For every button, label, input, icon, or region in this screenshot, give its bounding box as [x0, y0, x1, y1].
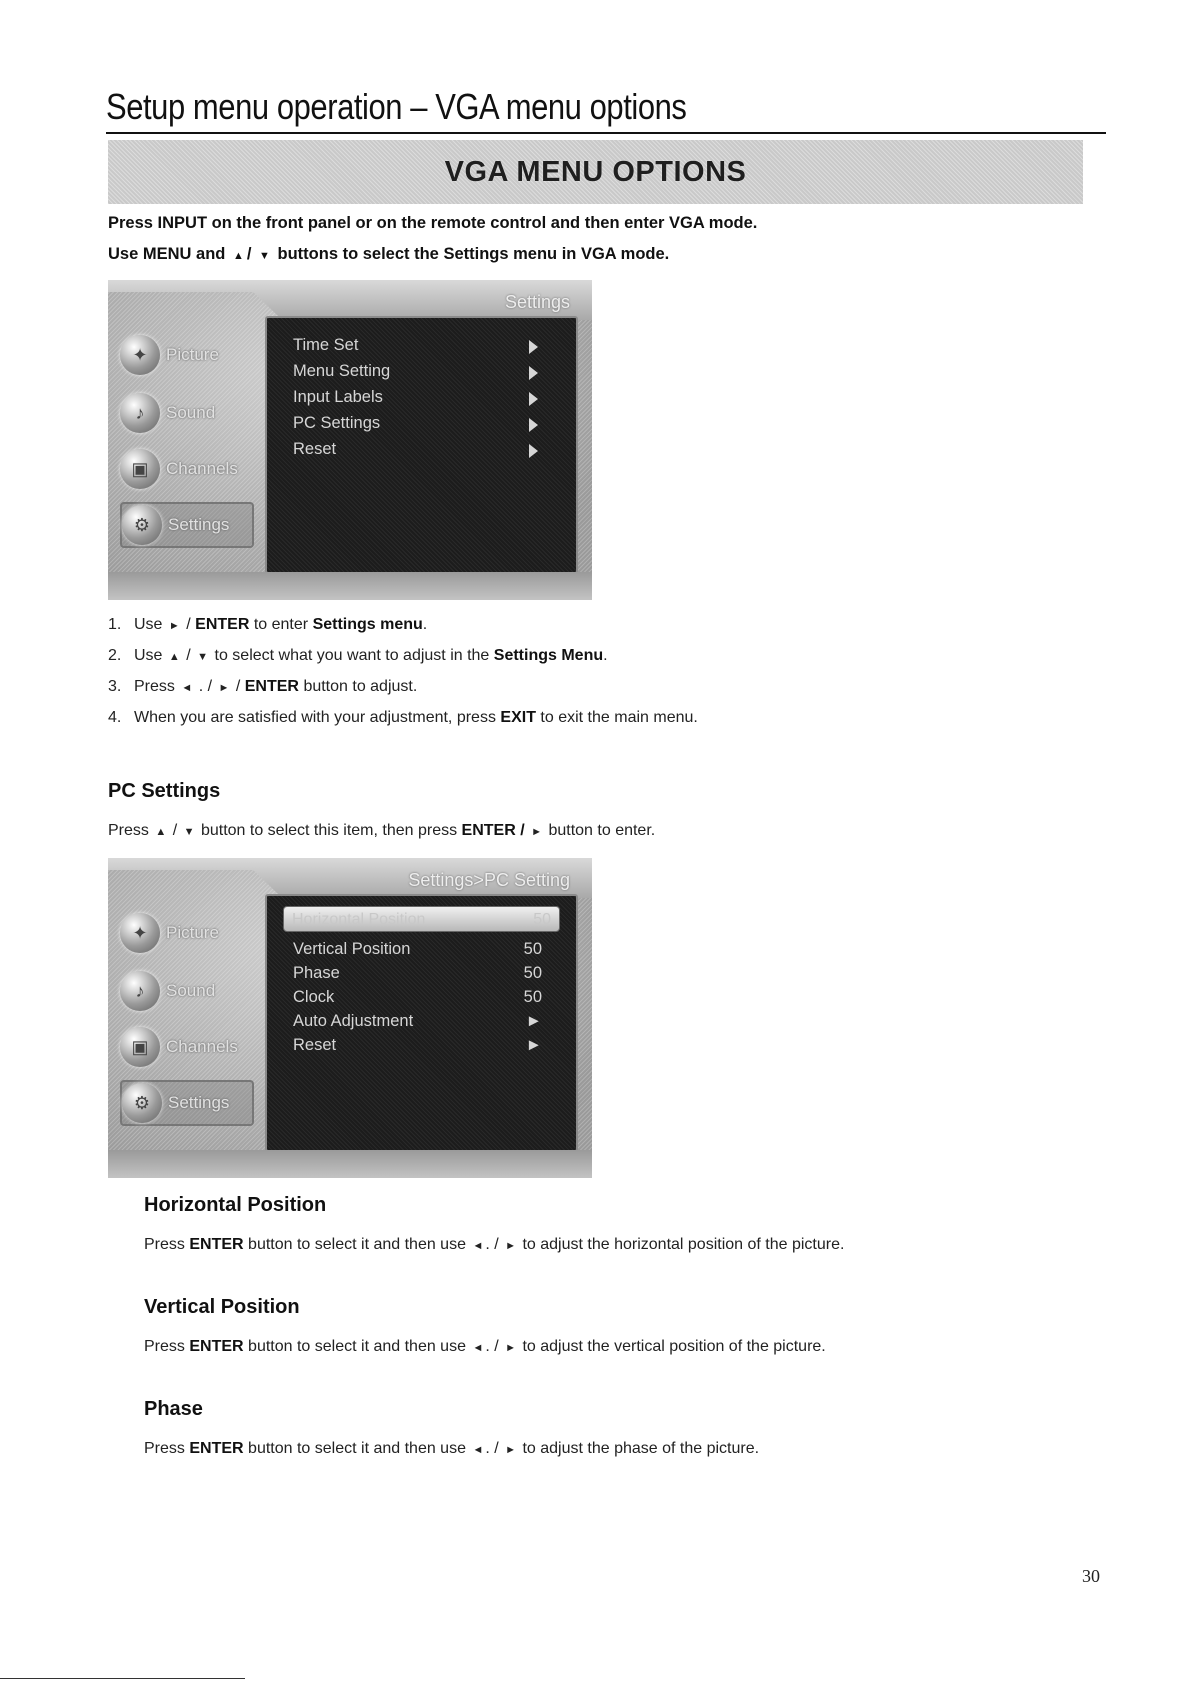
osd-breadcrumb: Settings	[504, 292, 570, 312]
osd-sidebar-item-picture	[120, 910, 254, 956]
osd-menu-item: Time Set	[293, 336, 542, 360]
right-arrow-icon: ►	[218, 682, 230, 694]
osd-bottombar	[108, 1150, 592, 1178]
banner-text: VGA MENU OPTIONS	[444, 155, 747, 188]
osd-menu-item: Reset	[293, 440, 542, 464]
chevron-right-icon: ►	[525, 1012, 542, 1030]
vertical-position-heading: Vertical Position	[144, 1296, 300, 1318]
step-item: 4. When you are satisfied with your adjustment, press EXIT to exit the main menu.	[108, 709, 698, 726]
up-arrow-icon: ▲	[155, 826, 167, 838]
osd-menu-item: Menu Setting	[293, 362, 542, 386]
chevron-right-icon	[529, 444, 538, 458]
phase-text: Press ENTER button to select it and then use ◄ . / ► to adjust the phase of the picture.	[144, 1440, 760, 1457]
osd-sidebar-label: Settings	[168, 515, 230, 534]
footer-rule	[0, 1678, 245, 1679]
title-rule	[106, 132, 1106, 134]
osd-menu-panel	[265, 316, 578, 574]
right-arrow-icon: ►	[505, 1444, 517, 1456]
up-arrow-icon: ▲	[168, 651, 180, 663]
down-arrow-icon: ▼	[259, 250, 270, 262]
step-item: 2. Use ▲ / ▼ to select what you want to adjust in the Settings Menu.	[108, 647, 608, 664]
step-item: 3. Press ◄ . / ► / ENTER button to adjust.	[108, 678, 418, 695]
sound-icon: ♪	[120, 971, 160, 1011]
osd-sidebar-item-settings	[120, 502, 254, 548]
osd-sidebar-label: Sound	[166, 981, 216, 1000]
picture-icon: ✦	[120, 335, 160, 375]
down-arrow-icon: ▼	[183, 826, 195, 838]
settings-menu-screenshot	[108, 280, 592, 600]
horizontal-position-text: Press ENTER button to select it and then use ◄ . / ► to adjust the horizontal position of the picture.	[144, 1236, 845, 1253]
pc-settings-screenshot	[108, 858, 592, 1178]
settings-icon: ⚙	[122, 1083, 162, 1123]
sound-icon: ♪	[120, 393, 160, 433]
chevron-right-icon	[529, 418, 538, 432]
up-arrow-icon: ▲	[232, 250, 244, 262]
intro-text: buttons to select the Settings menu in VGA mode.	[277, 245, 670, 263]
chevron-right-icon	[529, 340, 538, 354]
page-title: Setup menu operation – VGA menu options	[106, 86, 687, 127]
osd-menu-item: Reset ►	[293, 1036, 542, 1054]
channels-icon: ▣	[120, 1027, 160, 1067]
osd-sidebar-label: Picture	[166, 923, 219, 942]
vertical-position-text: Press ENTER button to select it and then use ◄ . / ► to adjust the vertical position of the picture.	[144, 1338, 826, 1355]
separator: /	[246, 245, 252, 263]
osd-sidebar-label: Channels	[166, 1037, 238, 1056]
osd-sidebar-item-channels	[120, 1024, 254, 1070]
osd-sidebar-item-sound	[120, 390, 254, 436]
osd-sidebar-label: Sound	[166, 403, 216, 422]
channels-icon: ▣	[120, 449, 160, 489]
page-number: 30	[1082, 1566, 1100, 1586]
osd-menu-item: Phase 50	[293, 964, 542, 982]
phase-heading: Phase	[144, 1398, 203, 1420]
chevron-right-icon	[529, 366, 538, 380]
osd-menu-item: Clock 50	[293, 988, 542, 1006]
pc-settings-text: Press ▲ / ▼ button to select this item, then press ENTER / ► button to enter.	[108, 822, 656, 839]
osd-menu-item: PC Settings	[293, 414, 542, 438]
osd-sidebar-item-sound	[120, 968, 254, 1014]
right-arrow-icon: ►	[505, 1240, 517, 1252]
osd-highlighted-item: Horizontal Position 50	[283, 906, 560, 932]
down-arrow-icon: ▼	[197, 651, 209, 663]
settings-icon: ⚙	[122, 505, 162, 545]
right-arrow-icon: ►	[505, 1342, 517, 1354]
right-arrow-icon: ►	[168, 620, 180, 632]
left-arrow-icon: ◄	[472, 1444, 484, 1456]
osd-menu-item: Auto Adjustment ►	[293, 1012, 542, 1030]
pc-settings-heading: PC Settings	[108, 780, 221, 802]
picture-icon: ✦	[120, 913, 160, 953]
left-arrow-icon: ◄	[472, 1342, 484, 1354]
step-item: 1. Use ► / ENTER to enter Settings menu.	[108, 616, 428, 633]
section-banner	[108, 140, 1083, 204]
horizontal-position-heading: Horizontal Position	[144, 1194, 327, 1216]
intro-text: Use MENU and	[108, 245, 226, 263]
osd-sidebar-item-channels	[120, 446, 254, 492]
intro-line-2	[108, 245, 669, 264]
osd-breadcrumb: Settings>PC Setting	[408, 870, 570, 890]
left-arrow-icon: ◄	[181, 682, 193, 694]
osd-sidebar-label: Channels	[166, 459, 238, 478]
osd-menu-panel	[265, 894, 578, 1152]
osd-menu-item: Input Labels	[293, 388, 542, 412]
chevron-right-icon: ►	[525, 1036, 542, 1054]
intro-line-1: Press INPUT on the front panel or on the remote control and then enter VGA mode.	[108, 214, 758, 232]
left-arrow-icon: ◄	[472, 1240, 484, 1252]
right-arrow-icon: ►	[531, 826, 543, 838]
osd-sidebar-label: Picture	[166, 345, 219, 364]
osd-bottombar	[108, 572, 592, 600]
osd-sidebar-item-picture	[120, 332, 254, 378]
chevron-right-icon	[529, 392, 538, 406]
osd-sidebar-item-settings	[120, 1080, 254, 1126]
osd-sidebar-label: Settings	[168, 1093, 230, 1112]
osd-menu-item: Vertical Position 50	[293, 940, 542, 958]
